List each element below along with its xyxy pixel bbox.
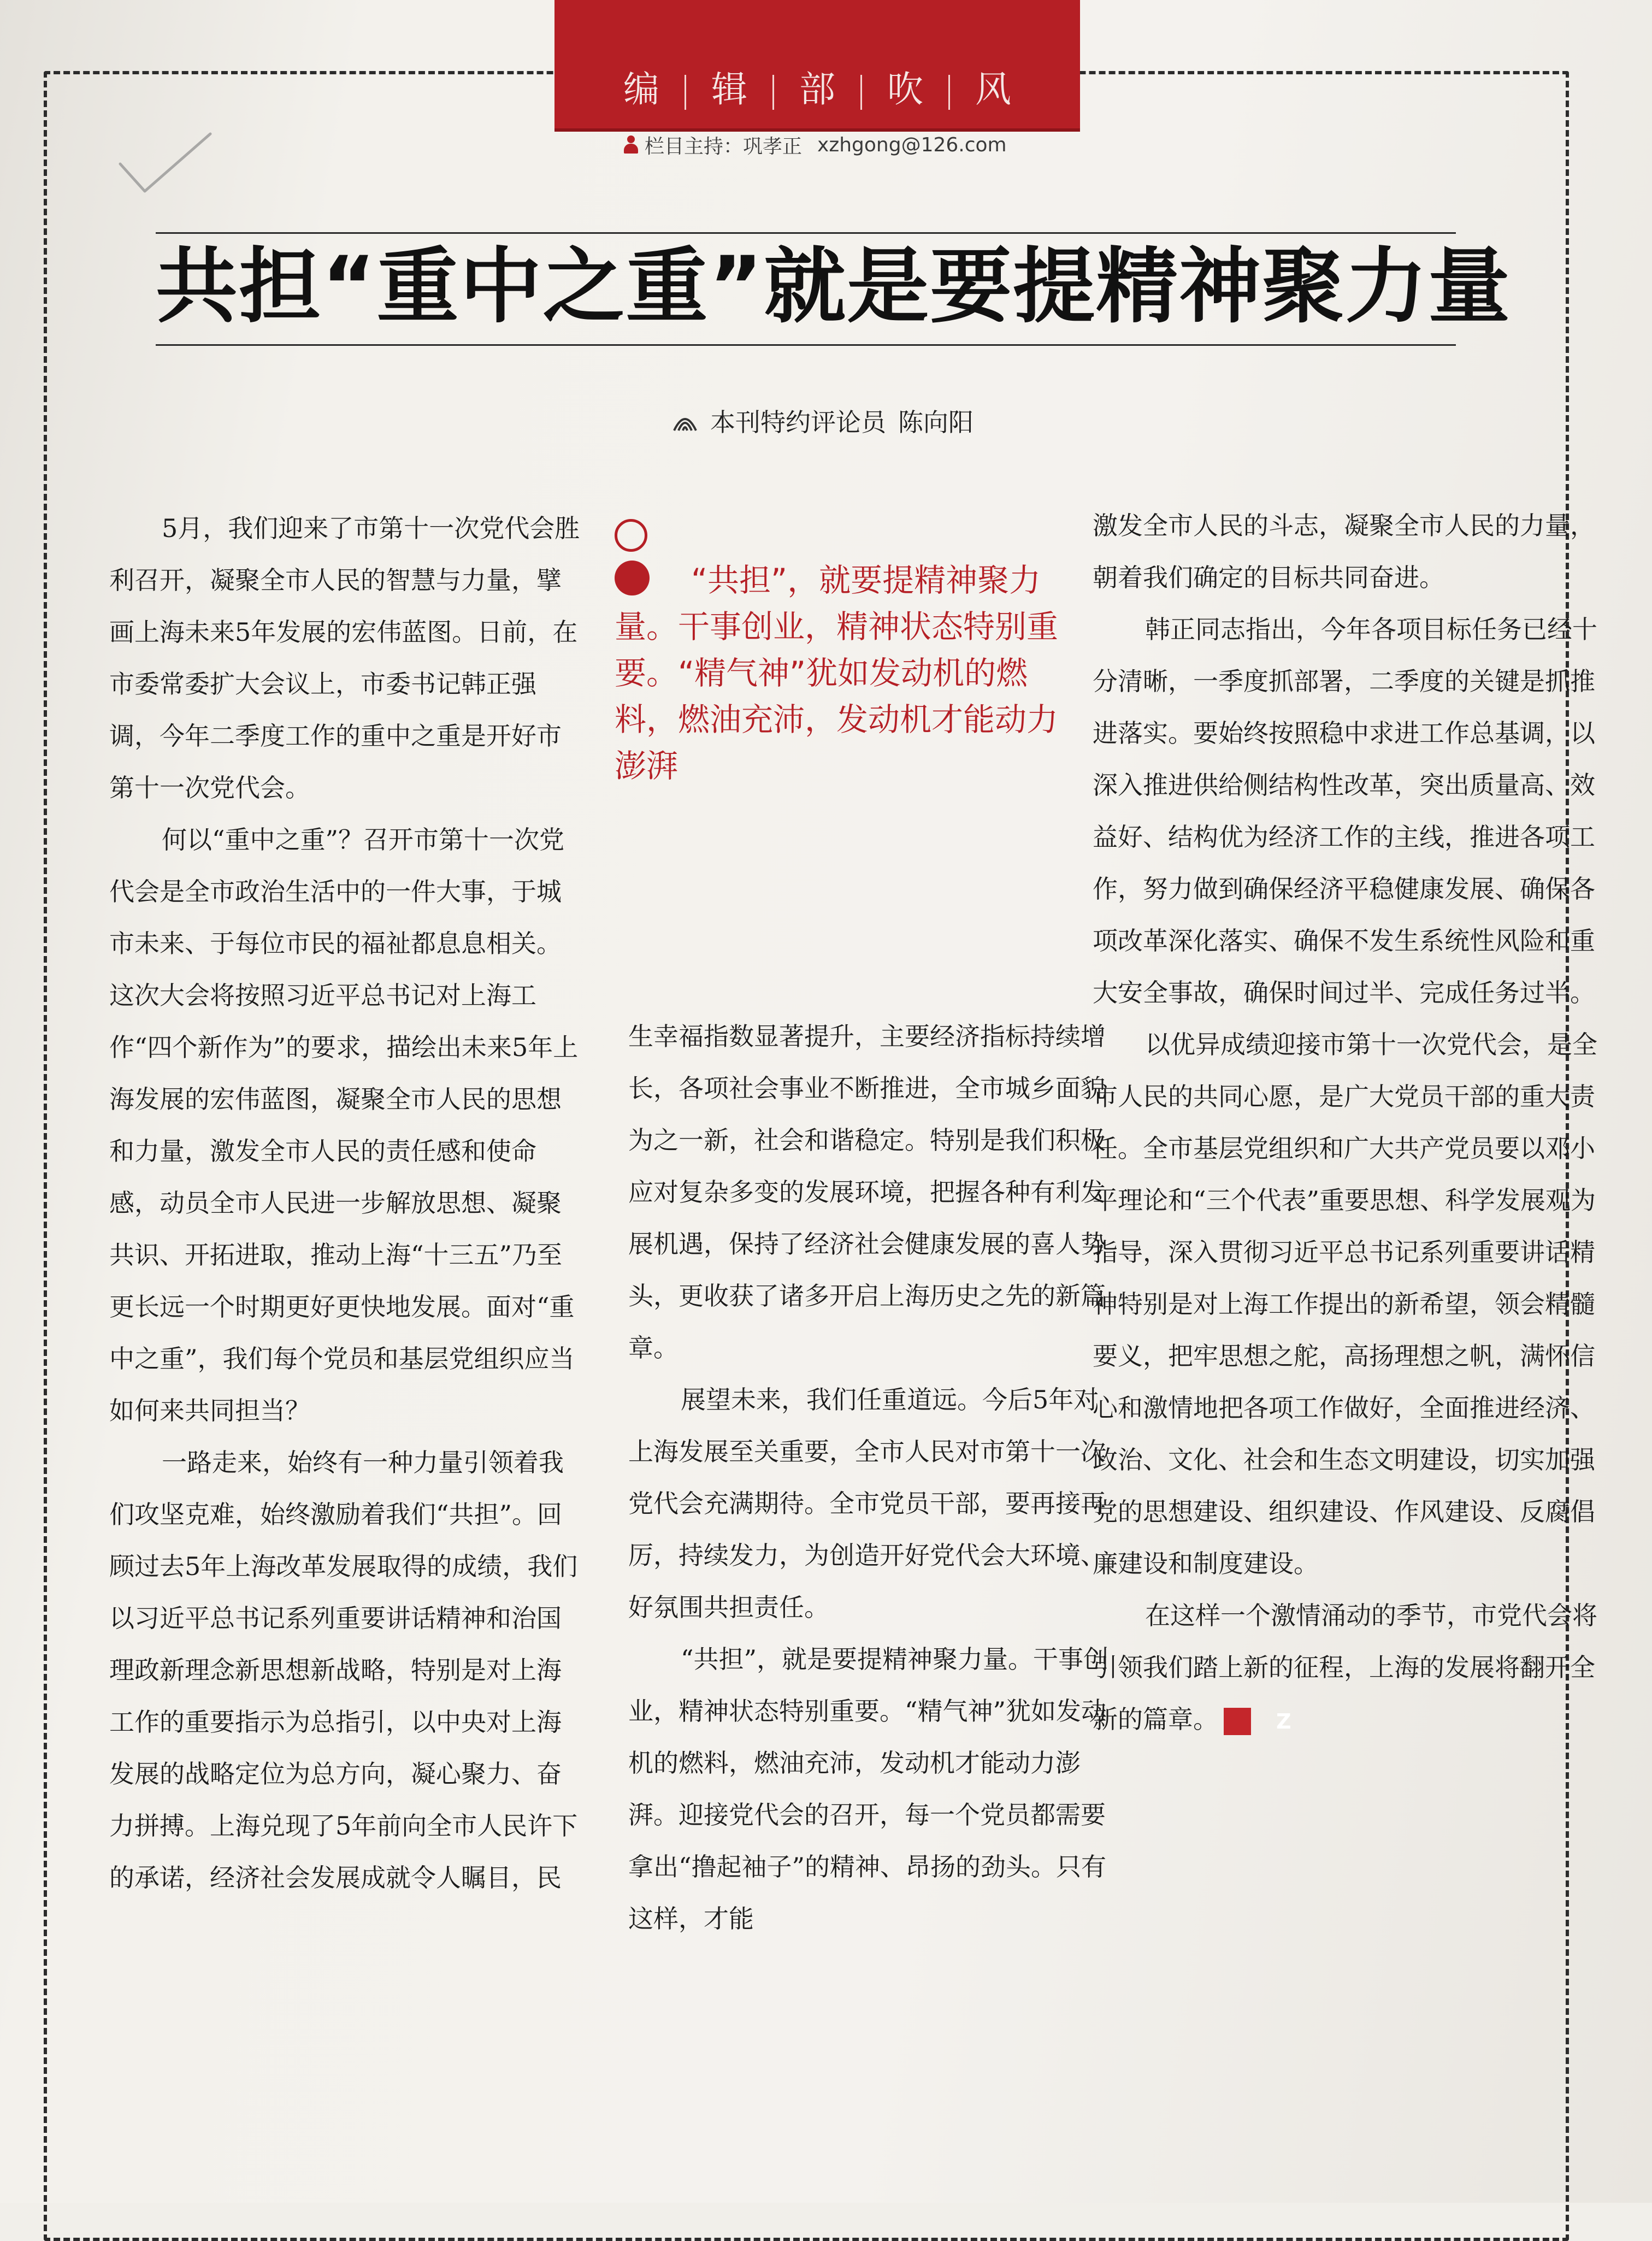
banner-char: 部 xyxy=(799,68,835,110)
column-banner xyxy=(554,0,1080,132)
banner-char: 吹 xyxy=(887,68,923,110)
paragraph: 5月，我们迎来了市第十一次党代会胜利召开，凝聚全市人民的智慧与力量，擘画上海未来5年发展的宏伟蓝图。日前，在市委常委扩大会议上，市委书记韩正强调，今年二季度工作的重中之重是开好市第十一次党代会。 xyxy=(109,514,580,803)
byline-icon xyxy=(672,410,698,432)
byline-role: 本刊特约评论员 xyxy=(710,408,886,437)
paragraph: 以优异成绩迎接市第十一次党代会，是全市人民的共同心愿，是广大党员干部的重大责任。全市基层党组织和广大共产党员要以邓小平理论和“三个代表”重要思想、科学发展观为指导，深入贯彻习近平总书记系列重要讲话精神特别是对上海工作提出的新希望，领会精髓要义，把牢思想之舵，高扬理想之帆，满怀信心和激情地把各项工作做好，全面推进经济、政治、文化、社会和生态文明建设，切实加强党的思想建设、组织建设、作风建设、反腐倡廉建设和制度建设。 xyxy=(1093,1030,1597,1578)
closing-paragraph-text: 在这样一个激情涌动的季节，市党代会将引领我们踏上新的征程，上海的发展将翻开全新的篇章。 xyxy=(1093,1601,1597,1734)
paragraph: 一路走来，始终有一种力量引领着我们攻坚克难，始终激励着我们“共担”。回顾过去5年上海改革发展取得的成绩，我们以习近平总书记系列重要讲话精神和治国理政新理念新思想新战略，特别是对上海工作的重要指示为总指引，以中央对上海发展的战略定位为总方向，凝心聚力、奋力拼搏。上海兑现了5年前向全市人民许下的承诺，经济社会发展成就令人瞩目，民 xyxy=(109,1448,578,1892)
byline-name: 陈向阳 xyxy=(898,408,974,437)
byline xyxy=(672,402,974,440)
article-column-2 xyxy=(628,1011,1109,1945)
article-column-1 xyxy=(109,503,585,1904)
banner-char: 风 xyxy=(975,68,1011,110)
open-circle-icon xyxy=(615,519,647,552)
host-email: xzhgong@126.com xyxy=(817,133,1007,156)
pull-quote xyxy=(615,519,1068,785)
column-name xyxy=(554,60,1080,112)
host-label: 栏目主持：巩孝正 xyxy=(645,135,803,158)
paragraph: “共担”，就是要提精神聚力量。干事创业，精神状态特别重要。“精气神”犹如发动机的燃料，燃油充沛，发动机才能动力澎湃。迎接党代会的召开，每一个党员都需要拿出“撸起袖子”的精神、昂扬的劲头。只有这样，才能 xyxy=(628,1644,1109,1933)
person-icon xyxy=(623,135,639,154)
title-rule-top xyxy=(156,232,1456,234)
article-title: 共担“重中之重”就是要提精神聚力量 xyxy=(156,239,1512,334)
banner-char: 编 xyxy=(623,68,659,110)
banner-char: 辑 xyxy=(711,68,747,110)
column-host xyxy=(623,128,1007,161)
pull-quote-text: “共担”，就要提精神聚力量。干事创业，精神状态特别重要。“精气神”犹如发动机的燃料，燃油充沛，发动机才能动力澎湃 xyxy=(615,562,1059,785)
title-rule-bottom xyxy=(156,344,1456,346)
paragraph: 展望未来，我们任重道远。今后5年对上海发展至关重要，全市人民对市第十一次党代会充满期待。全市党员干部，要再接再厉，持续发力，为创造开好党代会大环境、好氛围共担责任。 xyxy=(628,1385,1106,1622)
paragraph: 激发全市人民的斗志，凝聚全市人民的力量，朝着我们确定的目标共同奋进。 xyxy=(1093,511,1595,592)
paragraph: 何以“重中之重”？召开市第十一次党代会是全市政治生活中的一件大事，于城市未来、于每位市民的福祉都息息相关。这次大会将按照习近平总书记对上海工作“四个新作为”的要求，描绘出未来5年上海发展的宏伟蓝图，凝聚全市人民的思想和力量，激发全市人民的责任感和使命感，动员全市人民进一步解放思想、凝聚共识、开拓进取，推动上海“十三五”乃至更长远一个时期更好更快地发展。面对“重中之重”，我们每个党员和基层党组织应当如何来共同担当？ xyxy=(109,825,579,1425)
paragraph: 生幸福指数显著提升，主要经济指标持续增长，各项社会事业不断推进，全市城乡面貌为之一新，社会和谐稳定。特别是我们积极应对复杂多变的发展环境，把握各种有利发展机遇，保持了经济社会健康发展的喜人势头，更收获了诸多开启上海历史之先的新篇章。 xyxy=(628,1022,1106,1363)
paragraph: 韩正同志指出，今年各项目标任务已经十分清晰，一季度抓部署，二季度的关键是抓推进落实。要始终按照稳中求进工作总基调，以深入推进供给侧结构性改革，突出质量高、效益好、结构优为经济工作的主线，推进各项工作，努力做到确保经济平稳健康发展、确保各项改革深化落实、确保不发生系统性风险和重大安全事故，确保时间过半、完成任务过半。 xyxy=(1093,615,1597,1007)
pencil-check-mark xyxy=(115,131,213,202)
end-mark-icon: Z xyxy=(1224,1708,1251,1735)
paragraph xyxy=(1093,1590,1606,1745)
article-column-3 xyxy=(1093,500,1606,1745)
